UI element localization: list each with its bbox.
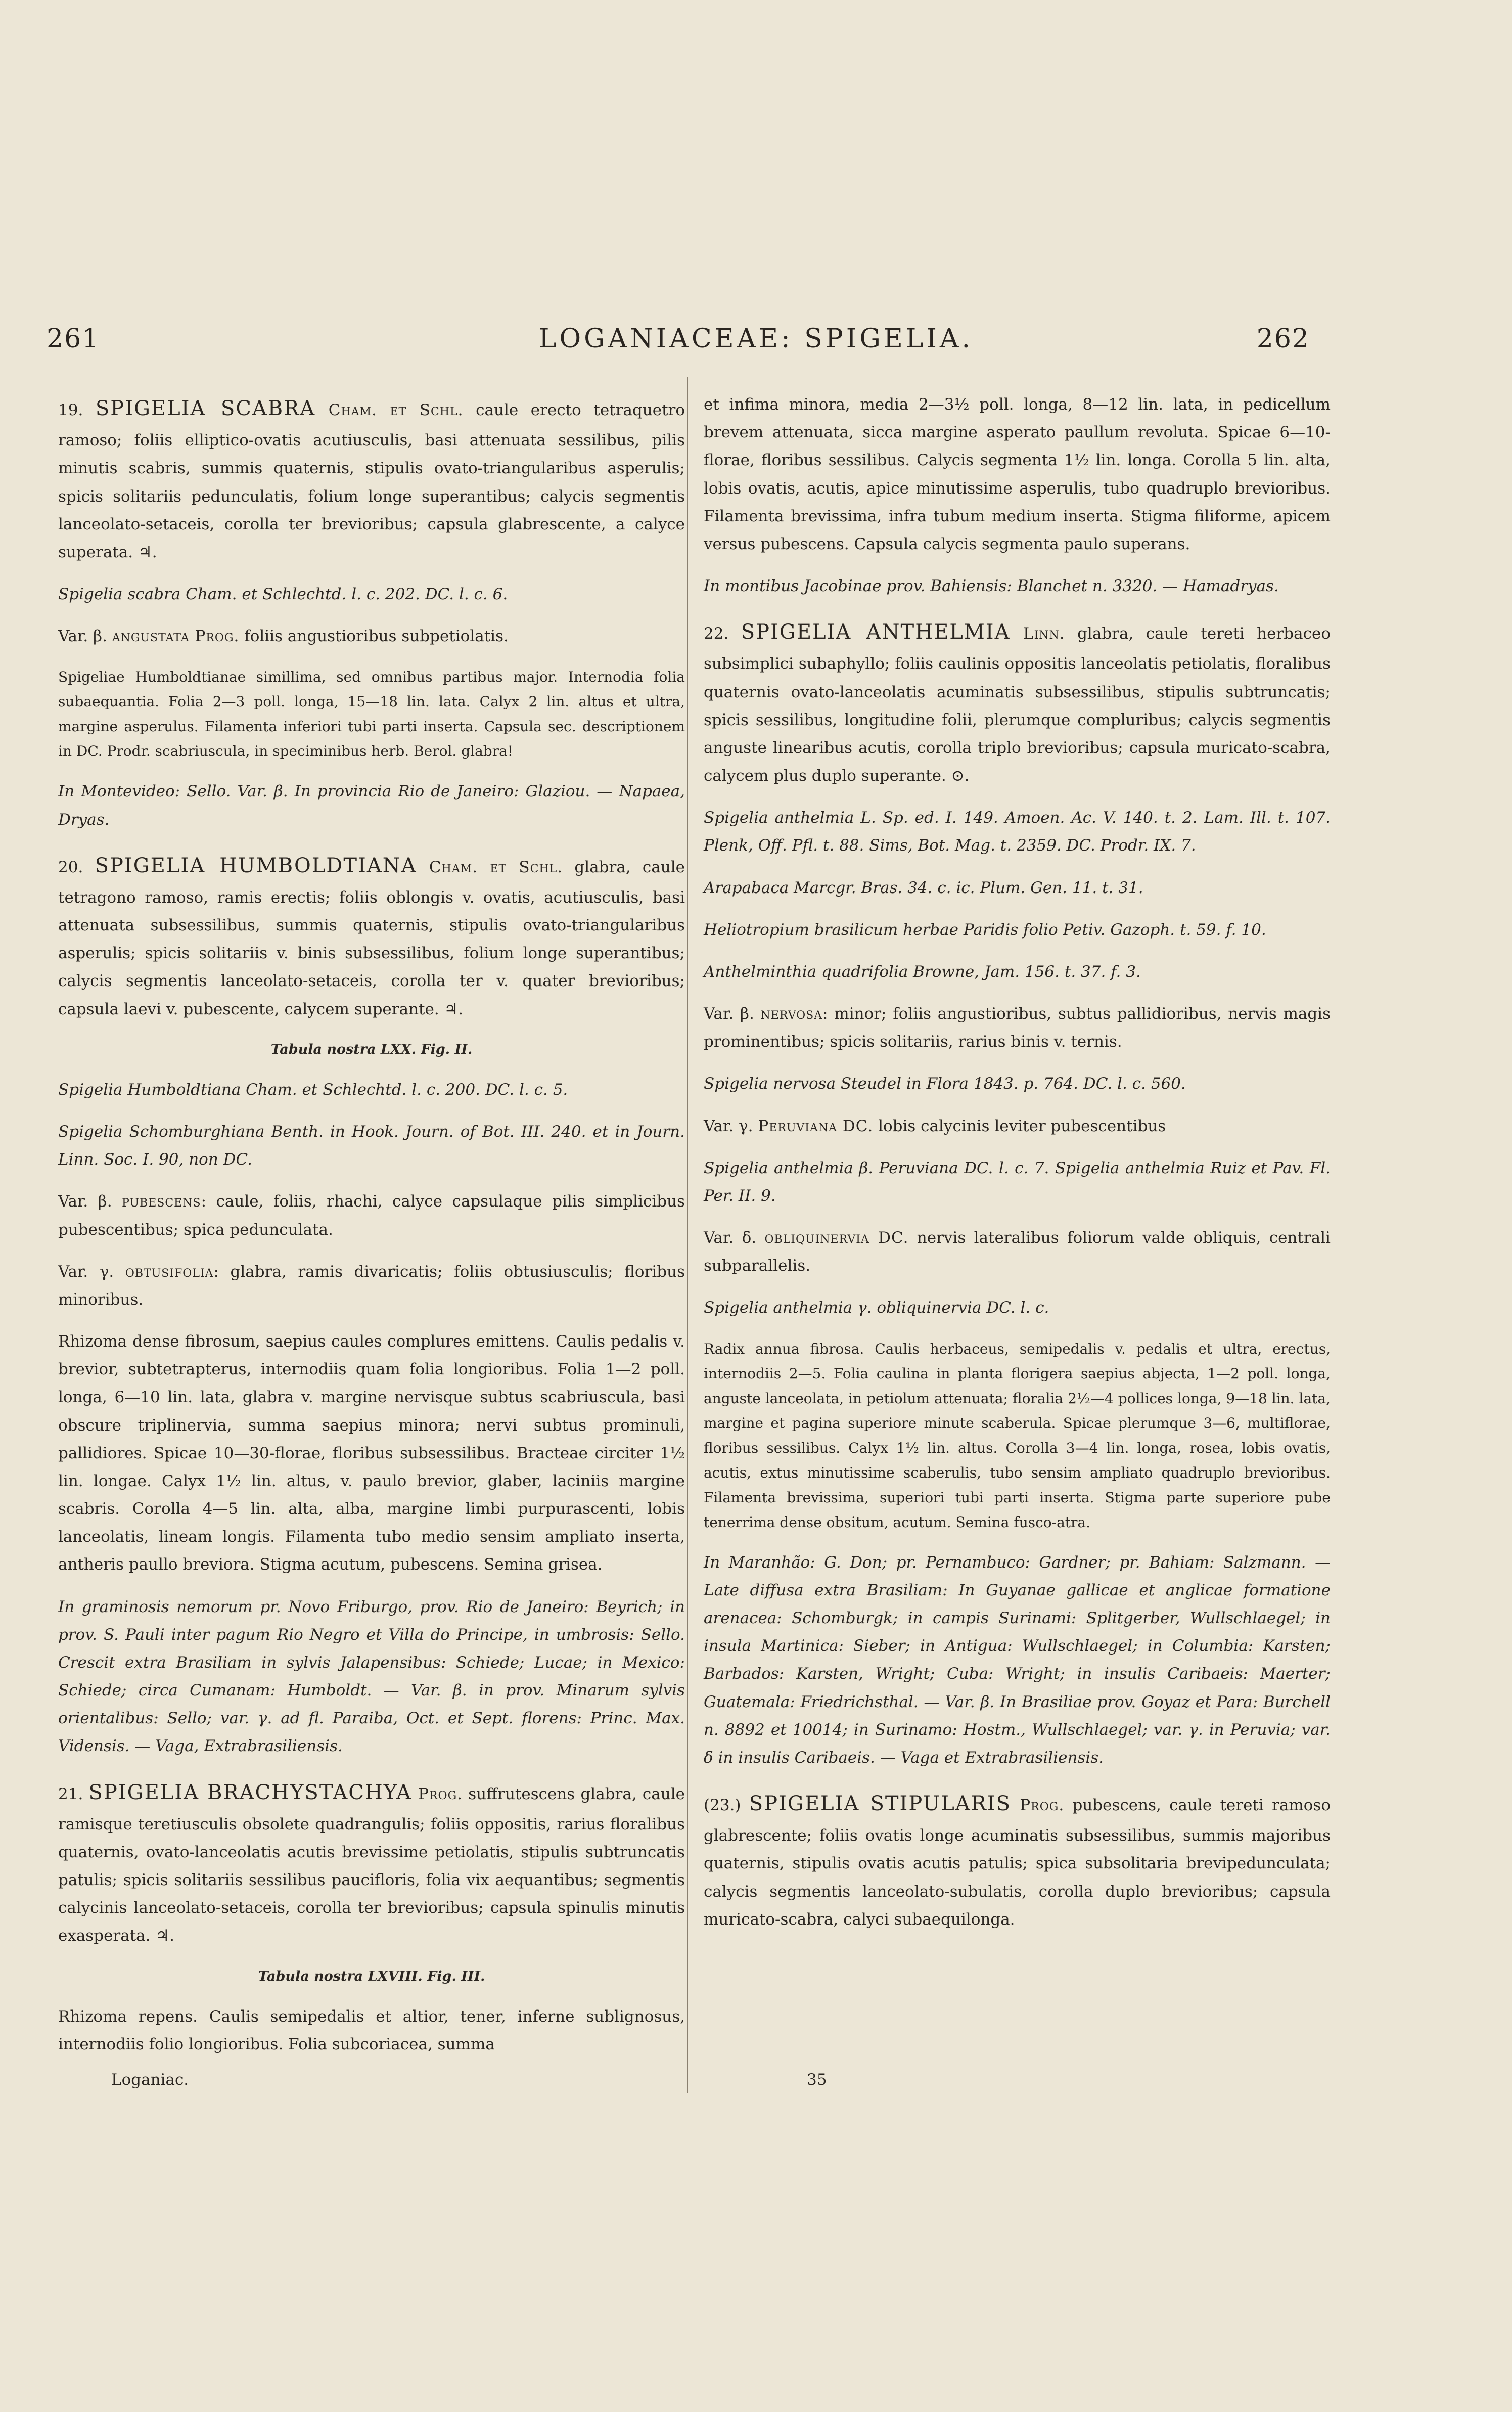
taxon-name: SPIGELIA BRACHYSTACHYA [88,1780,412,1804]
taxon-name: obtusifolia [125,1262,214,1281]
entry-text: Rhizoma repens. Caulis semipedalis et altior, tener, inferne sublignosus, internodiis folio longioribus. Folia subcoriacea, summa [58,2007,685,2053]
citation: Spigelia anthelmia L. Sp. ed. I. 149. Amoen. Ac. V. 140. t. 2. Lam. Ill. t. 107. Plenk, Off. Pfl. t. 88. Sims, Bot. Mag. t. 2359. DC. Prodr. IX. 7. [704,809,1331,855]
entry-text: glabra, caule tetragono ramoso, ramis erectis; foliis oblongis v. ovatis, acutiusculis, basi attenuata subsessilibus, summis quaternis, stipulis ovato-triangularibus asperulis; spicis solitariis v. binis subsessilibus, folium longe superantibus; calycis segmentis lanceolato-setaceis, corolla ter v. quater brevioribus; capsula laevi v. pubescente, calycem superante. ♃. [58,858,685,1018]
citation: Spigelia Schomburghiana Benth. in Hook. Journ. of Bot. III. 240. et in Journ. Linn. Soc. I. 90, non DC. [58,1123,685,1169]
right-column [704,377,1331,1940]
species-entry [58,1775,685,1950]
species-entry [704,1224,1331,1280]
authority: Cham. et Schl. [417,858,563,876]
authority: Prog. [189,627,240,646]
authority: Cham. et Schl. [315,401,464,419]
signature-mark: Loganiac. [111,2071,189,2089]
entry-number: 20. [58,858,95,876]
plate-reference: Tabula nostra LXVIII. Fig. III. [258,1968,485,1984]
taxon-name: obliquinervia [764,1229,869,1247]
entry-text: : minor; foliis angustioribus, subtus pallidioribus, nervis magis prominentibus; spicis solitariis, rarius binis v. ternis. [704,1005,1331,1051]
column-divider [687,377,688,2093]
entry-number: 21. [58,1784,89,1803]
species-entry [704,614,1331,790]
page-number-right: 262 [1256,324,1310,354]
plate-reference: Tabula nostra LXX. Fig. II. [270,1041,473,1057]
authority: DC. [837,1116,874,1135]
species-entry [58,622,685,650]
entry-text: caule erecto tetraquetro ramoso; foliis elliptico-ovatis acutiusculis, basi attenuata sessilibus, pilis minutis scabris, summis quaternis, stipulis ovato-triangularibus asperulis; spicis solitariis pedunculatis, folium longe superantibus; calycis segmentis lanceolato-setaceis, corolla ter brevioribus; capsula glabrescente, a calyce superata. ♃. [58,401,685,561]
entry-text: : glabra, ramis divaricatis; foliis obtusiusculis; floribus minoribus. [58,1262,685,1309]
description-small: Spigeliae Humboldtianae simillima, sed omnibus partibus major. Internodia folia subaequantia. Folia 2—3 poll. longa, 15—18 lin. lata. Calyx 2 lin. altus et ultra, margine asperulus. Filamenta inferiori tubi parti inserta. Capsula sec. descriptionem in DC. Prodr. scabriuscula, in speciminibus herb. Berol. glabra! [58,668,685,760]
taxon-name: SPIGELIA HUMBOLDTIANA [95,854,417,877]
entry-text: glabra, caule tereti herbaceo subsimplici subaphyllo; foliis caulinis oppositis lanceolatis petiolatis, floralibus quaternis ovato-lanceolatis acuminatis subsessilibus, stipulis subtruncatis; spicis sessilibus, longitudine folii, plerumque compluribus; calycis segmentis anguste linearibus acutis, corolla triplo brevioribus; capsula muricato-scabra, calycem plus duplo superante. ⊙. [704,624,1331,785]
taxon-name: pubescens [122,1192,201,1211]
species-entry [58,848,685,1023]
citation: In Montevideo: Sello. Var. β. In provincia Rio de Janeiro: Glaziou. — Napaea, Dryas. [58,782,685,829]
entry-number: 22. [704,624,741,643]
entry-text: pubescens, caule tereti ramoso glabrescente; foliis ovatis longe acuminatis subsessilibus, summis majoribus quaternis, stipulis ovatis acutis patulis; spica subsolitaria brevipedunculata; calycis segmentis lanceolato-subulatis, corolla duplo brevioribus; capsula muricato-scabra, calyci subaequilonga. [704,1796,1331,1929]
entry-number: Var. γ. [58,1262,125,1281]
page-number-left: 261 [47,324,100,354]
description-small: Radix annua fibrosa. Caulis herbaceus, semipedalis v. pedalis et ultra, erectus, internodiis 2—5. Folia caulina in planta florigera saepius abjecta, 1—2 poll. longa, anguste lanceolata, in petiolum attenuata; floralia 2½—4 pollices longa, 9—18 lin. lata, margine et pagina superiore minute scaberula. Spicae plerumque 3—6, multiflorae, floribus sessilibus. Calyx 1½ lin. altus. Corolla 3—4 lin. longa, rosea, lobis ovatis, acutis, extus minutissime scaberulis, tubo sensim ampliato quadruplo brevioribus. Filamenta brevissima, superiori tubi parti inserta. Stigma parte superiore pube tenerrima dense obsitum, acutum. Semina fusco-atra. [704,1340,1331,1531]
entry-text: suffrutescens glabra, caule ramisque teretiusculis obsolete quadrangulis; foliis oppositis, rarius floralibus quaternis, ovato-lanceolatis acutis brevissime petiolatis, stipulis subtruncatis patulis; spicis solitariis sessilibus paucifloris, folia vix aequantibus; segmentis calycinis lanceolato-setaceis, corolla ter brevioribus; capsula spinulis minutis exasperata. ♃. [58,1784,685,1945]
entry-text: et infima minora, media 2—3½ poll. longa, 8—12 lin. lata, in pedicellum brevem attenuata, sicca margine asperato paullum revoluta. Spicae 6—10-florae, floribus sessilibus. Calycis segmenta 1½ lin. longa. Corolla 5 lin. alta, lobis ovatis, acutis, apice minutissime asperulis, tubo quadruplo brevioribus. Filamenta brevissima, infra tubum medium inserta. Stigma filiforme, apicem versus pubescens. Capsula calycis segmenta paulo superans. [704,395,1331,553]
citation: Spigelia anthelmia γ. obliquinervia DC. l. c. [704,1299,1049,1317]
sheet-number: 35 [807,2071,827,2089]
entry-number: 19. [58,401,96,419]
citation: Spigelia nervosa Steudel in Flora 1843. p. 764. DC. l. c. 560. [704,1075,1186,1093]
entry-text: Rhizoma dense fibrosum, saepius caules complures emittens. Caulis pedalis v. brevior, subtetrapterus, internodiis quam folia longioribus. Folia 1—2 poll. longa, 6—10 lin. lata, glabra v. margine nervisque subtus scabriuscula, basi obscure triplinervia, summa saepius minora; nervi subtus prominuli, pallidiores. Spicae 10—30-florae, floribus subsessilibus. Bracteae circiter 1½ lin. longae. Calyx 1½ lin. altus, v. paulo brevior, glaber, laciniis margine scabris. Corolla 4—5 lin. alta, alba, margine limbi purpurascenti, lobis lanceolatis, lineam longis. Filamenta tubo medio sensim ampliato inserta, antheris paullo breviora. Stigma acutum, pubescens. Semina grisea. [58,1332,685,1574]
authority: Prog. [1011,1796,1065,1815]
species-entry [704,1000,1331,1056]
species-entry [58,2003,685,2059]
taxon-name: SPIGELIA ANTHELMIA [741,620,1011,644]
authority: Prog. [411,1784,463,1803]
entry-number: Var. β. [58,627,112,646]
taxon-name: SPIGELIA SCABRA [95,397,316,420]
citation: Spigelia Humboldtiana Cham. et Schlechtd. l. c. 200. DC. l. c. 5. [58,1080,568,1099]
species-entry [58,1328,685,1579]
taxon-name: nervosa [760,1005,823,1023]
entry-text: foliis angustioribus subpetiolatis. [239,627,509,646]
citation: Spigelia anthelmia β. Peruviana DC. l. c. 7. Spigelia anthelmia Ruiz et Pav. Fl. Per. II. 9. [704,1158,1331,1205]
taxon-name: SPIGELIA STIPULARIS [749,1792,1012,1816]
taxon-name: Peruviana [758,1116,838,1135]
taxon-name: angustata [112,627,190,646]
species-entry [704,391,1331,558]
entry-number: (23.) [704,1796,749,1815]
entry-number: Var. β. [704,1005,761,1023]
citation: Anthelminthia quadrifolia Browne, Jam. 156. t. 37. f. 3. [704,962,1141,981]
authority: DC. [869,1229,909,1247]
species-entry [58,391,685,566]
citation: Heliotropium brasilicum herbae Paridis folio Petiv. Gazoph. t. 59. f. 10. [704,920,1266,939]
authority: Linn. [1010,624,1065,643]
page-header [0,0,1512,364]
entry-number: Var. δ. [704,1229,765,1247]
running-title: LOGANIACEAE: SPIGELIA. [539,324,973,354]
citation: In montibus Jacobinae prov. Bahiensis: Blanchet n. 3320. — Hamadryas. [704,577,1279,596]
citation: In Maranhão: G. Don; pr. Pernambuco: Gardner; pr. Bahiam: Salzmann. — Late diffusa extra Brasiliam: In Guyanae gallicae et anglicae formatione arenacea: Schomburgk; in campis Surinami: Splitgerber, Wullschlaegel; in insula Martinica: Sieber; in Antigua: Wullschlaegel; in Columbia: Karsten; Barbados: Karsten, Wright; Cuba: Wright; in insulis Caribaeis: Maerter; Guatemala: Friedrichsthal. — Var. β. In Brasiliae prov. Goyaz et Para: Burchell n. 8892 et 10014; in Surinamo: Hostm., Wullschlaegel; var. γ. in Peruvia; var. δ in insulis Caribaeis. — Vaga et Extrabrasiliensis. [704,1553,1331,1767]
entry-text: lobis calycinis leviter pubescentibus [873,1116,1166,1135]
entry-text: : caule, foliis, rhachi, calyce capsulaque pilis simplicibus pubescentibus; spica pedunculata. [58,1192,685,1239]
citation: Arapabaca Marcgr. Bras. 34. c. ic. Plum. Gen. 11. t. 31. [704,878,1143,897]
entry-number: Var. β. [58,1192,122,1211]
species-entry [704,1786,1331,1934]
species-entry [704,1112,1331,1140]
species-entry [58,1188,685,1243]
species-entry [58,1258,685,1314]
left-column [58,377,685,2065]
citation: In graminosis nemorum pr. Novo Friburgo, prov. Rio de Janeiro: Beyrich; in prov. S. Pauli inter pagum Rio Negro et Villa do Principe, in umbrosis: Sello. Crescit extra Brasiliam in sylvis Jalapensibus: Schiede; Lucae; in Mexico: Schiede; circa Cumanam: Humboldt. — Var. β. in prov. Minarum sylvis orientalibus: Sello; var. γ. ad fl. Paraiba, Oct. et Sept. florens: Princ. Max. Vidensis. — Vaga, Extrabrasiliensis. [58,1597,685,1756]
citation: Spigelia scabra Cham. et Schlechtd. l. c. 202. DC. l. c. 6. [58,585,508,604]
entry-text: nervis lateralibus foliorum valde obliquis, centrali subparallelis. [704,1229,1331,1275]
entry-number: Var. γ. [704,1116,758,1135]
